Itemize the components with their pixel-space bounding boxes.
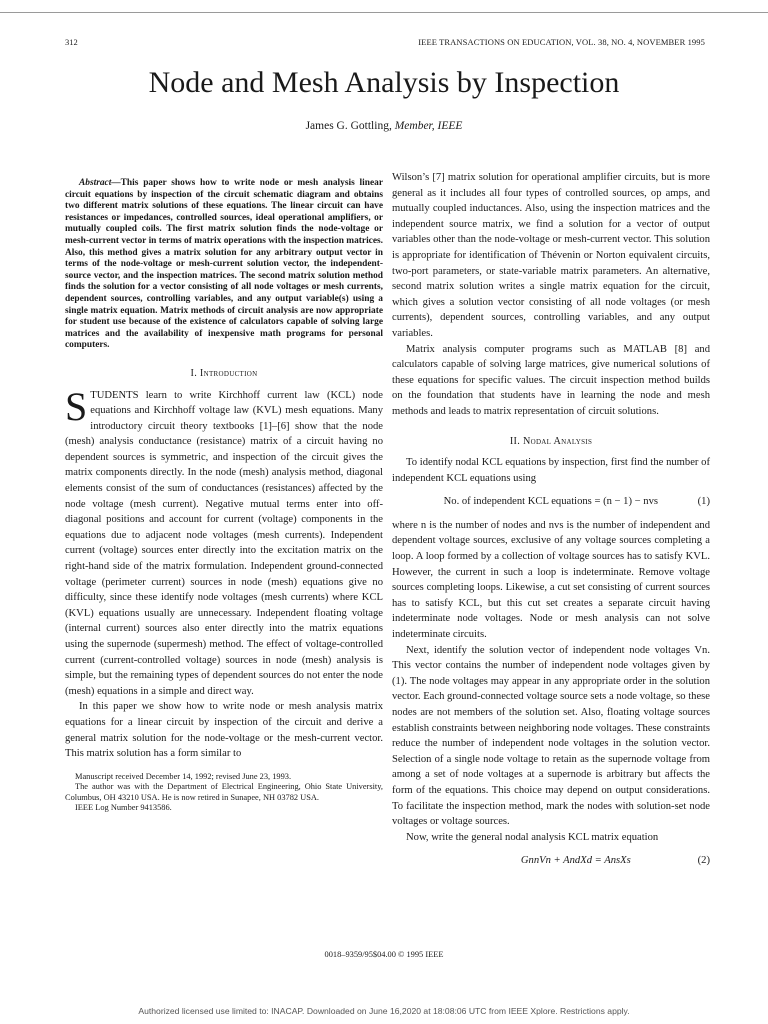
equation-2-expression: GnnVn + AndXd = AnsXs <box>520 855 631 867</box>
abstract-text: —This paper shows how to write node or mesh analysis linear circuit equations by inspection of the circuit schematic diagram and obtains two different matrix solutions of these equations. The linear circuit can have resistances or impedances, controlled sources, ideal operational amplifiers, or mutually coupled coils. The first matrix solution finds the node-voltage or mesh-current vector in terms of matrix operations with the inspection matrices. Also, this method gives a matrix solution for any arbitrary output vector in terms of the node-voltage or mesh-current solution vector, the independent-source vector, and the inspection matrices. The second matrix solution method finds the solution for a vector consisting of all node voltages or mesh currents, dependent sources, controlling variables, and any output variable(s) using a single matrix equation. Matrix methods of circuit analysis are now appropriate for student use because of the existence of calculators capable of solving large matrices and the availability of inexpensive math programs for personal computers. <box>65 178 383 351</box>
footnote <box>65 772 383 814</box>
section-heading-introduction <box>65 366 383 382</box>
section-title: Introduction <box>199 367 258 379</box>
right-paragraph-1: Wilson’s [7] matrix solution for operational amplifier circuits, but is more general as it includes all four types of controlled sources, op amps, and mutually coupled inductances. Also, using the inspection matrices and the independent source matrix, we find a solution for a vector of output variables other than the node-voltage or mesh-current vector. This solution is appropriate for identification of Thévenin or Norton equivalent circuits, two-port parameters, or state-variable matrix parameters. An alternative, second matrix solution writes a single matrix equation for the circuit, which gives a solution vector consisting of all node voltages (or mesh currents), dependent sources, controlling variables, and any output variables. <box>392 172 710 339</box>
left-column <box>65 170 383 813</box>
section-numeral: II. <box>509 435 521 447</box>
drop-cap: S <box>65 383 88 429</box>
intro-paragraph-2: In this paper we show how to write node or mesh analysis matrix equations for a linear circuit by inspection of the circuit and derive a general matrix solution for the node-voltage or the mesh-current vector. This matrix solution has a form similar to <box>65 701 383 760</box>
equation-1-number: (1) <box>697 496 710 508</box>
abstract <box>65 178 383 352</box>
author-membership: Member, IEEE <box>394 120 463 132</box>
top-rule <box>0 0 768 13</box>
nodal-paragraph-1: To identify nodal KCL equations by inspection, first find the number of independent KCL equations using <box>392 457 710 484</box>
author-line <box>0 120 768 132</box>
abstract-label: Abstract <box>79 178 112 188</box>
section-title: Nodal Analysis <box>522 435 593 447</box>
page-number: 312 <box>65 37 78 47</box>
equation-2 <box>392 853 710 869</box>
nodal-paragraph-3: Next, identify the solution vector of independent node voltages Vn. This vector contains the number of independent node voltages given by (1). The node voltages may appear in any appropriate order in the solution vector. Each ground-connected voltage source sets a node voltage, so these nodes are not members of the solution set. Also, floating voltage sources establish constraints between neighboring node voltages. These constraints reduce the number of independent node voltages in the solution vector. Selection of a single node voltage to retain as the supernode voltage from among a set of node voltages at a supernode is arbitrary but affects the form of the equations. This choice may depend on output considerations. To facilitate the inspection method, mark the nodes with solution-set node voltages or voltage sources. <box>392 644 710 828</box>
equation-2-number: (2) <box>697 855 710 867</box>
intro-text-1: TUDENTS learn to write Kirchhoff current law (KCL) node equations and Kirchhoff voltage law (KVL) mesh equations. Many introductory circuit theory textbooks [1]–[6] show that the node (mesh) analysis conductance (resistance) matrix of a circuit having no dependent sources is symmetric, and inspection of the circuit gives the matrix components directly. In the node (mesh) analysis method, diagonal elements consist of the sum of conductances (resistances) affected by the node voltage (mesh current). Negative mutual terms enter into off-diagonal positions and account for current (voltage) components in the equations due to adjacent node voltages (mesh currents). Independent current (voltage) sources enter directly into the excitation matrix on the right-hand side of the matrix formulation. Independent ground-connected voltage (perimeter current) sources in node (mesh) equations give no difficulty, since these identify node voltages (mesh currents) where KCL (KVL) equations usually are unnecessary. Independent floating voltage (internal current) sources also enter directly into the matrix equations using the supernode (supermesh) method. The effect of voltage-controlled current (current-controlled voltage) sources in node (mesh) analysis is simple, but the remaining types of dependent sources do not enter the node (mesh) equations in a simple and direct way. <box>65 389 383 697</box>
equation-1 <box>392 494 710 510</box>
journal-citation: IEEE TRANSACTIONS ON EDUCATION, VOL. 38, NO. 4, NOVEMBER 1995 <box>418 37 705 47</box>
license-notice: Authorized licensed use limited to: INACAP. Downloaded on June 16,2020 at 18:08:06 UTC from IEEE Xplore. Restrictions apply. <box>138 1006 630 1016</box>
footnote-affiliation: The author was with the Department of Electrical Engineering, Ohio State University, Columbus, OH 43210 USA. He is now retired in Sunapee, NH 03782 USA. <box>65 782 383 802</box>
right-paragraph-2: Matrix analysis computer programs such as MATLAB [8] and calculators capable of solving large matrices, give numerical solutions of these equations for specific values. The circuit inspection method builds on the foundation that students have in learning the node and mesh methods and leads to matrix representation of circuit solutions. <box>392 343 710 417</box>
footnote-log-number: IEEE Log Number 9413586. <box>75 802 172 812</box>
copyright-id: 0018–9359/95$04.00 © 1995 IEEE <box>324 950 444 959</box>
author-name: James G. Gottling, <box>305 120 392 132</box>
paper-title: Node and Mesh Analysis by Inspection <box>148 66 620 99</box>
footnote-received: Manuscript received December 14, 1992; revised June 23, 1993. <box>75 771 292 781</box>
section-numeral: I. <box>190 367 198 379</box>
section-heading-nodal-analysis <box>392 434 710 450</box>
right-column <box>392 170 710 877</box>
intro-paragraph-1 <box>65 383 383 700</box>
nodal-paragraph-2: where n is the number of nodes and nvs is the number of independent and dependent voltage sources, exclusive of any voltage sources completing a loop. A loop formed by a collection of voltage sources has to satisfy KVL. However, the current in such a loop is indeterminate. Remove voltage sources completing loops. Likewise, a cut set consisting of current sources has to satisfy KCL, but this cut set creates a separate circuit having indeterminate node voltages. Node or mesh analysis can not solve indeterminate circuits. <box>392 519 710 641</box>
equation-1-expression: No. of independent KCL equations = (n − 1) − nvs <box>443 496 658 508</box>
nodal-paragraph-4: Now, write the general nodal analysis KCL matrix equation <box>406 831 659 843</box>
